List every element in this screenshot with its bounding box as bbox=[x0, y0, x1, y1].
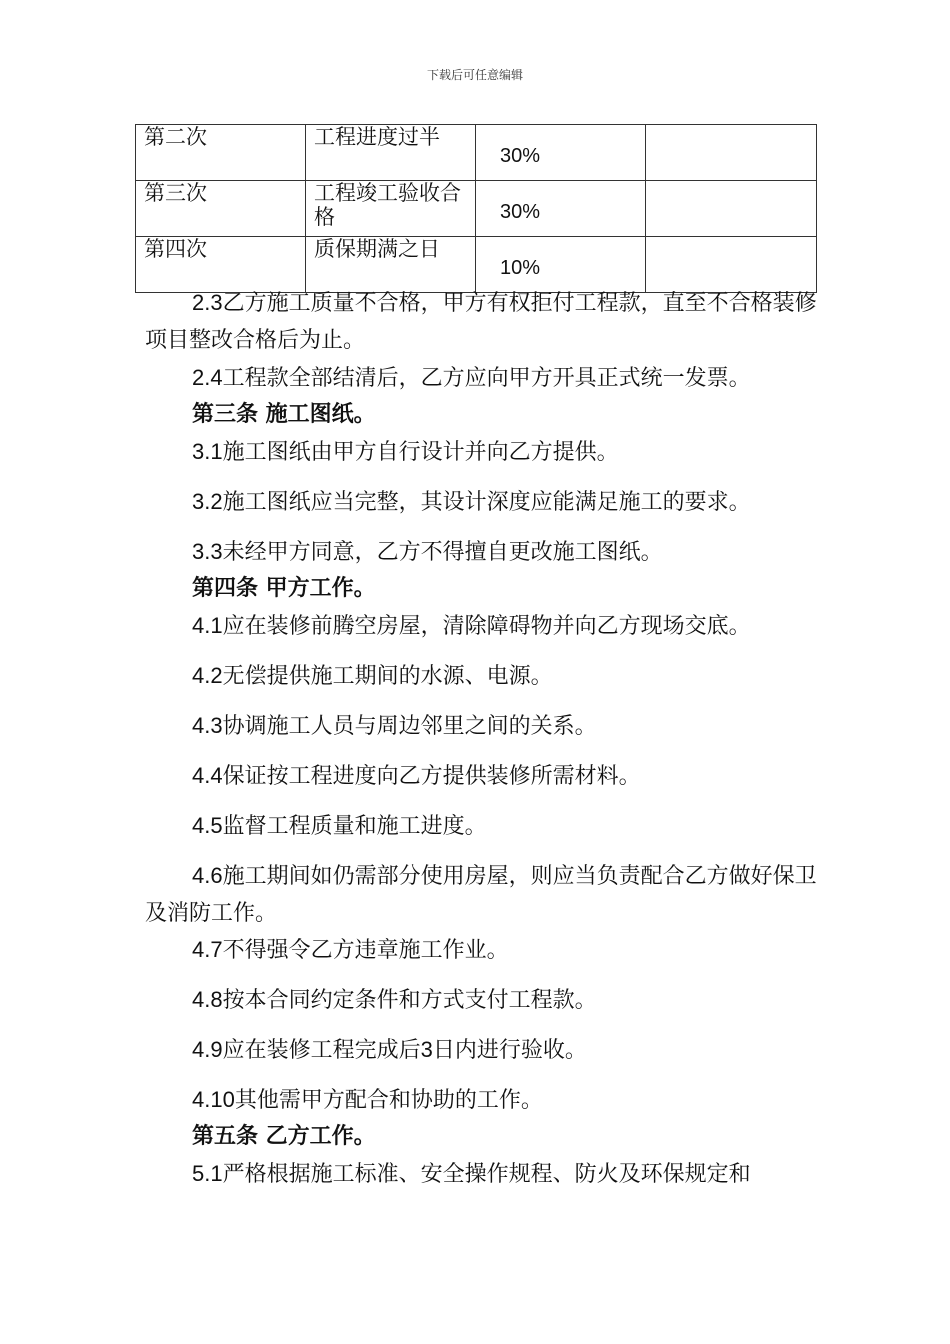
section-heading-4: 第四条 甲方工作。 bbox=[192, 575, 376, 601]
clause-text: 施工图纸应当完整，其设计深度应能满足施工的要求。 bbox=[222, 490, 751, 515]
clause-number: 4.7 bbox=[192, 937, 223, 962]
payment-schedule-table bbox=[135, 124, 817, 293]
page-header: 下载后可任意编辑 bbox=[426, 68, 523, 82]
clause-2-4 bbox=[145, 359, 835, 397]
clause-number: 4.5 bbox=[192, 813, 223, 838]
clause-text: 严格根据施工标准、安全操作规程、防火及环保规定和 bbox=[222, 1162, 751, 1187]
clause-text: 其他需甲方配合和协助的工作。 bbox=[234, 1088, 543, 1113]
clause-number: 4.9 bbox=[192, 1037, 223, 1062]
clause-text: 乙方施工质量不合格，甲方有权拒付工程款，直至不合格装修项目整改合格后为止。 bbox=[145, 291, 817, 353]
percent-cell: 30% bbox=[476, 125, 646, 181]
clause-number: 3.2 bbox=[192, 489, 223, 514]
clause-4-3 bbox=[145, 707, 835, 745]
section-heading-5: 第五条 乙方工作。 bbox=[192, 1123, 376, 1149]
clause-text: 不得强令乙方违章施工作业。 bbox=[222, 938, 509, 963]
clause-number: 4.8 bbox=[192, 987, 223, 1012]
clause-number: 3.1 bbox=[192, 439, 223, 464]
stage-cell: 第四次 bbox=[136, 237, 306, 293]
clause-5-1 bbox=[145, 1155, 835, 1193]
table-row bbox=[136, 125, 817, 181]
clause-text: 无偿提供施工期间的水源、电源。 bbox=[222, 664, 553, 689]
clause-4-6 bbox=[145, 857, 835, 932]
clause-number: 2.4 bbox=[192, 365, 223, 390]
clause-2-3 bbox=[145, 284, 835, 359]
condition-cell: 工程进度过半 bbox=[306, 125, 476, 181]
clause-4-1 bbox=[145, 607, 835, 645]
percent-cell: 30% bbox=[476, 181, 646, 237]
clause-number: 2.3 bbox=[192, 290, 223, 315]
clause-text: 未经甲方同意，乙方不得擅自更改施工图纸。 bbox=[222, 540, 663, 565]
clause-number: 4.10 bbox=[192, 1087, 235, 1112]
clause-number: 4.6 bbox=[192, 863, 223, 888]
clause-text: 应在装修前腾空房屋，清除障碍物并向乙方现场交底。 bbox=[222, 614, 751, 639]
clause-text: 监督工程质量和施工进度。 bbox=[222, 814, 487, 839]
clause-text: 协调施工人员与周边邻里之间的关系。 bbox=[222, 714, 597, 739]
condition-cell: 质保期满之日 bbox=[306, 237, 476, 293]
clause-number: 4.4 bbox=[192, 763, 223, 788]
clause-number-inline: 3 bbox=[420, 1037, 433, 1062]
clause-text: 工程款全部结清后，乙方应向甲方开具正式统一发票。 bbox=[222, 366, 751, 391]
clause-number: 4.3 bbox=[192, 713, 223, 738]
clause-3-1 bbox=[145, 433, 835, 471]
clause-4-8 bbox=[145, 981, 835, 1019]
condition-cell: 工程竣工验收合格 bbox=[306, 181, 476, 237]
clause-4-5 bbox=[145, 807, 835, 845]
clause-4-2 bbox=[145, 657, 835, 695]
clause-4-10 bbox=[145, 1081, 835, 1119]
table-row bbox=[136, 181, 817, 237]
clause-text: 保证按工程进度向乙方提供装修所需材料。 bbox=[222, 764, 641, 789]
clause-3-3 bbox=[145, 533, 835, 571]
clause-number: 3.3 bbox=[192, 539, 223, 564]
clause-number: 5.1 bbox=[192, 1161, 223, 1186]
section-heading-3: 第三条 施工图纸。 bbox=[192, 401, 376, 427]
clause-4-9 bbox=[145, 1031, 835, 1069]
stage-cell: 第二次 bbox=[136, 125, 306, 181]
clause-number: 4.1 bbox=[192, 613, 223, 638]
clause-3-2 bbox=[145, 483, 835, 521]
stage-cell: 第三次 bbox=[136, 181, 306, 237]
clause-text-cont: 日内进行验收。 bbox=[432, 1038, 587, 1063]
clause-4-7 bbox=[145, 931, 835, 969]
note-cell bbox=[646, 125, 817, 181]
clause-text: 按本合同约定条件和方式支付工程款。 bbox=[222, 988, 597, 1013]
clause-text: 施工图纸由甲方自行设计并向乙方提供。 bbox=[222, 440, 619, 465]
clause-text: 应在装修工程完成后 bbox=[222, 1038, 421, 1063]
clause-4-4 bbox=[145, 757, 835, 795]
clause-text: 施工期间如仍需部分使用房屋，则应当负责配合乙方做好保卫及消防工作。 bbox=[145, 864, 817, 926]
clause-number: 4.2 bbox=[192, 663, 223, 688]
note-cell bbox=[646, 181, 817, 237]
percent-cell: 10% bbox=[476, 237, 646, 293]
